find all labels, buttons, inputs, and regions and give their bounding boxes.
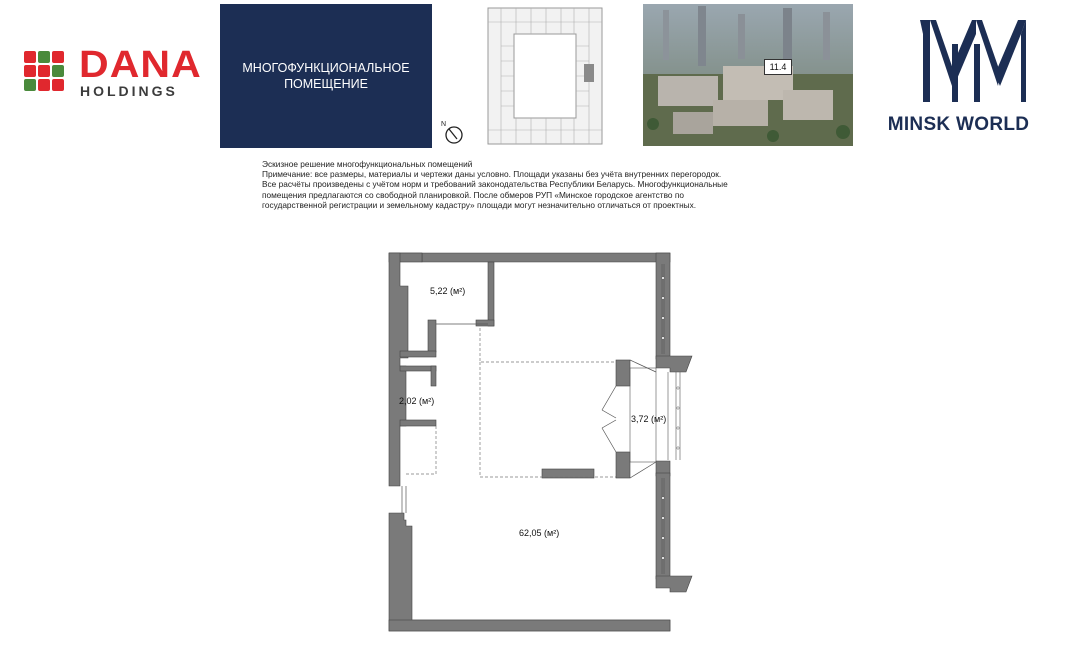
minsk-world-wordmark: MINSK WORLD xyxy=(887,114,1030,135)
logo-square xyxy=(38,51,50,63)
title-panel xyxy=(220,4,432,148)
dana-holdings-logo xyxy=(24,44,209,104)
dana-logo-subtitle: HOLDINGS xyxy=(80,83,178,99)
notes-line: Все расчёты произведены с учётом норм и требований законодательства Республики Беларусь. Многофункциональные xyxy=(262,179,728,190)
logo-square xyxy=(52,79,64,91)
logo-square xyxy=(52,51,64,63)
logo-square xyxy=(38,79,50,91)
building-label: 11.4 xyxy=(764,59,792,75)
notes-line: государственной регистрации и земельному кадастру» площади могут незначительно отличаться от проектных. xyxy=(262,199,697,210)
compass-icon xyxy=(440,118,466,146)
logo-square xyxy=(24,79,36,91)
notes-line: помещения предлагаются со свободной планировкой. После обмеров РУП «Минское городское агентство по xyxy=(262,189,684,200)
aerial-photo xyxy=(643,4,853,146)
logo-square xyxy=(52,65,64,77)
key-plan-image xyxy=(486,6,604,146)
minsk-world-logo xyxy=(876,14,1046,138)
notes-line: Примечание: все размеры, материалы и чертежи даны условно. Площади указаны без учёта внутренних перегородок. xyxy=(262,169,722,180)
mw-mark-icon xyxy=(876,14,1046,114)
room-area-label: 5,22 (м²) xyxy=(430,286,466,296)
title-line-1: МНОГОФУНКЦИОНАЛЬНОЕ xyxy=(242,61,410,75)
room-area-label: 2,02 (м²) xyxy=(399,396,435,406)
floor-plan xyxy=(380,248,700,638)
notes-block xyxy=(262,159,832,210)
logo-square xyxy=(24,65,36,77)
floor-plan-drawing xyxy=(380,248,700,638)
dana-logo-word: DANA xyxy=(79,44,202,86)
room-area-label: 62,05 (м²) xyxy=(519,528,560,538)
notes-line: Эскизное решение многофункциональных помещений xyxy=(262,159,473,169)
logo-square xyxy=(24,51,36,63)
compass-label: N xyxy=(441,121,447,128)
room-area-label: 3,72 (м²) xyxy=(631,414,667,424)
key-plan-highlight xyxy=(584,64,594,82)
title-line-2: ПОМЕЩЕНИЕ xyxy=(284,77,368,91)
logo-square xyxy=(38,65,50,77)
